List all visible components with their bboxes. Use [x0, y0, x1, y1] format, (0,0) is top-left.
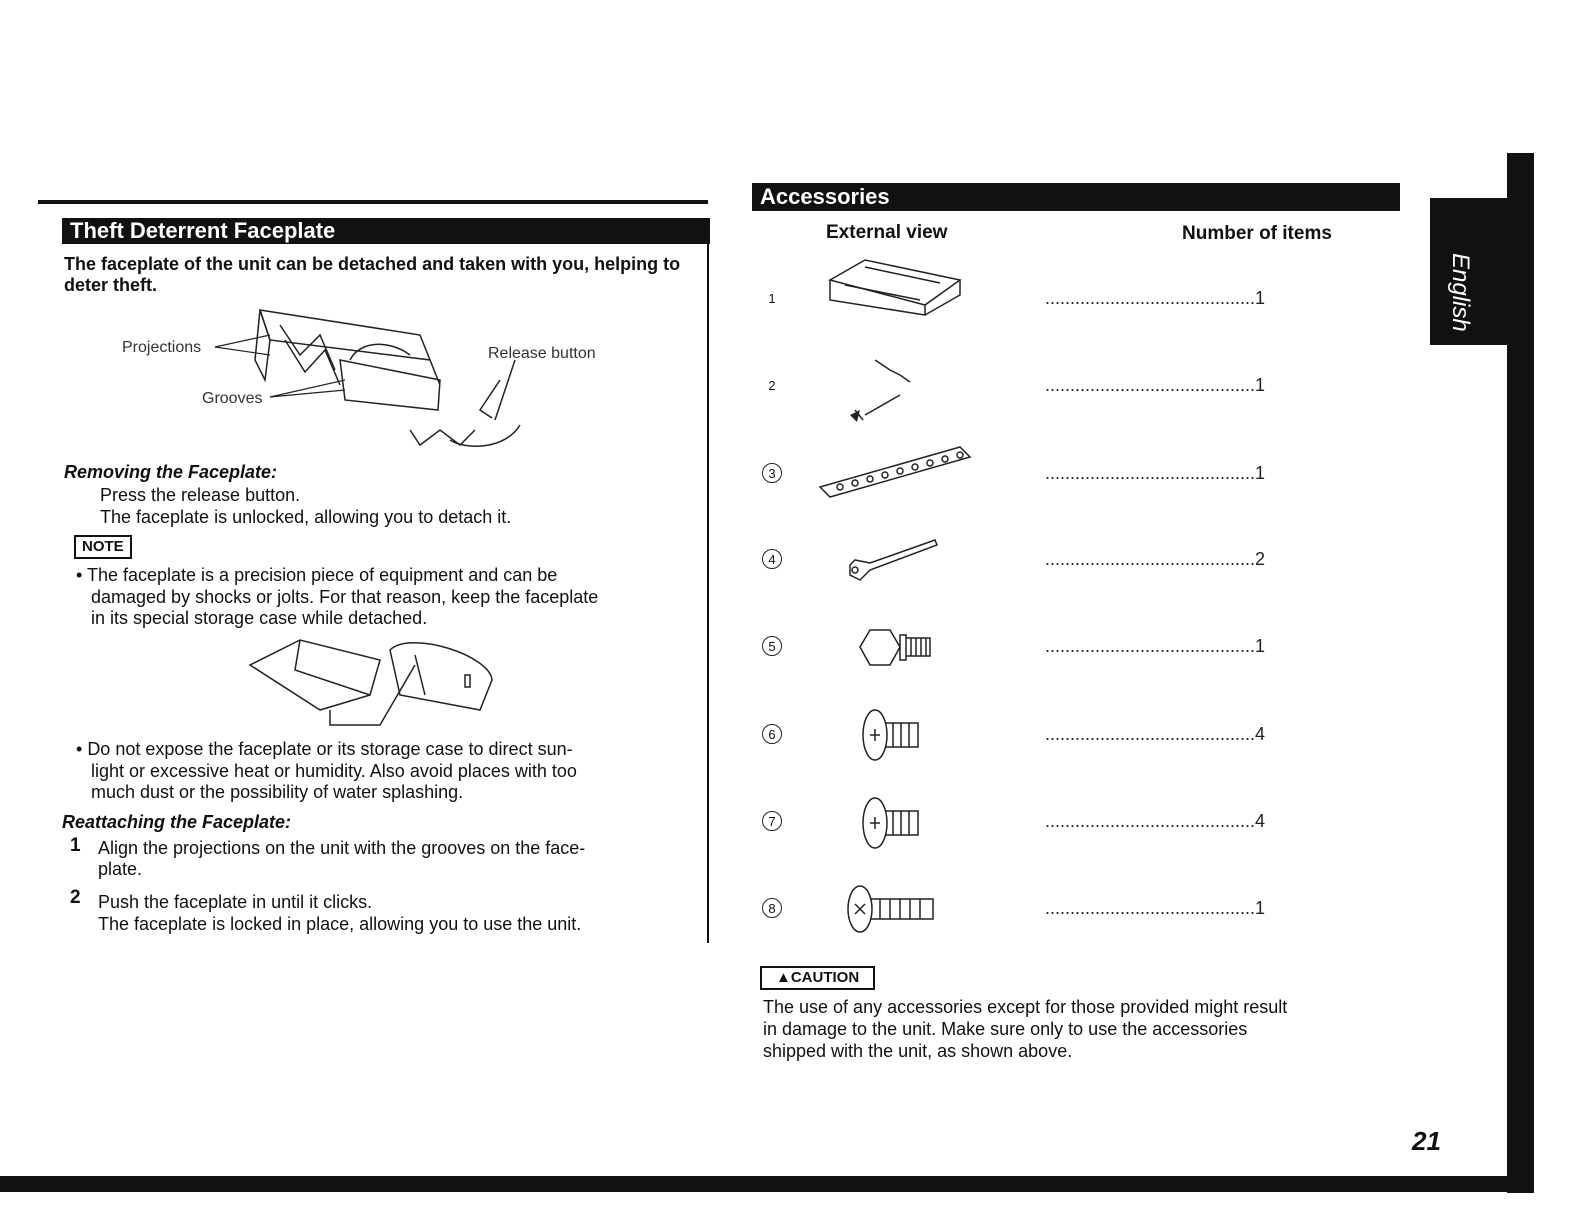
item-1-mounting-sleeve	[825, 255, 965, 320]
faceplate-diagram	[120, 300, 620, 460]
step-1-line-1: Align the projections on the unit with the grooves on the face-	[98, 838, 586, 858]
note2-line-3: much dust or the possibility of water splashing.	[91, 782, 464, 802]
removing-line-1: Press the release button.	[100, 485, 301, 505]
bullet-dot: •	[76, 739, 88, 759]
item-6-flat-screw-icon	[860, 705, 930, 770]
item-3-number: 3	[762, 463, 782, 483]
caution-line-3: shipped with the unit, as shown above.	[763, 1041, 1073, 1061]
item-8-leader	[1045, 898, 1265, 919]
leader-dots: ..........................................	[1045, 811, 1256, 831]
item-6-leader	[1045, 724, 1265, 745]
item-7-pan-screw-icon	[860, 793, 930, 858]
leader-dots: ..........................................	[1045, 549, 1256, 569]
note2-line-2: light or excessive heat or humidity. Also avoid places with too	[91, 761, 577, 781]
label-release: Release button	[488, 345, 596, 362]
item-6-number: 6	[762, 724, 782, 744]
item-6-count: 4	[1255, 724, 1266, 744]
item-4-leader	[1045, 549, 1265, 570]
reattaching-heading: Reattaching the Faceplate:	[62, 812, 292, 832]
storage-case-drawing	[240, 635, 510, 735]
note2-line-1: Do not expose the faceplate or its storage case to direct sun-	[87, 739, 573, 759]
item-2-leader	[1045, 375, 1265, 396]
note-line-3: in its special storage case while detached.	[91, 608, 428, 628]
item-4-count: 2	[1255, 549, 1266, 569]
item-3-count: 1	[1255, 463, 1266, 483]
leader-dots: ..........................................	[1045, 288, 1256, 308]
item-5-leader	[1045, 636, 1265, 657]
item-7-leader	[1045, 811, 1265, 832]
item-1-number: 1	[768, 291, 776, 306]
item-8-count: 1	[1255, 898, 1266, 918]
item-3-leader	[1045, 463, 1265, 484]
intro-text: The faceplate of the unit can be detached and taken with you, helping to deter theft.	[64, 254, 681, 295]
caution-line-1: The use of any accessories except for those provided might result	[763, 997, 1288, 1017]
item-2-wrench-icon	[845, 350, 925, 435]
section-title-theft: Theft Deterrent Faceplate	[62, 218, 710, 244]
item-1-count: 1	[1255, 288, 1266, 308]
col-number-of-items: Number of items	[1182, 223, 1332, 244]
language-tab-label: English	[1447, 253, 1474, 332]
step-1-number: 1	[70, 835, 81, 856]
caution-label: ▲CAUTION	[760, 966, 875, 990]
label-projections: Projections	[122, 339, 202, 356]
note-label: NOTE	[74, 535, 132, 559]
col-external-view: External view	[826, 222, 948, 243]
leader-dots: ..........................................	[1045, 898, 1256, 918]
item-2-count: 1	[1255, 375, 1266, 395]
leader-dots: ..........................................	[1045, 375, 1256, 395]
page-number: 21	[1412, 1126, 1441, 1156]
note-bullet-1	[76, 565, 557, 586]
storage-case-diagram	[240, 635, 510, 735]
item-8-number: 8	[762, 898, 782, 918]
item-5-number: 5	[762, 636, 782, 656]
step-1-line-2: plate.	[98, 859, 143, 879]
bottom-rule	[0, 1176, 1534, 1192]
section-title-accessories: Accessories	[752, 183, 1400, 211]
column-divider	[707, 218, 709, 943]
note-line-2: damaged by shocks or jolts. For that reason, keep the faceplate	[91, 587, 599, 607]
item-3-plate-icon	[815, 442, 975, 507]
step-2-line-1: Push the faceplate in until it clicks.	[98, 892, 373, 912]
item-4-number: 4	[762, 549, 782, 569]
item-2-number: 2	[768, 378, 776, 393]
faceplate-drawing	[120, 300, 620, 460]
item-5-count: 1	[1255, 636, 1266, 656]
item-7-number: 7	[762, 811, 782, 831]
step-2-line-2: The faceplate is locked in place, allowing you to use the unit.	[98, 914, 582, 934]
note-line-1: The faceplate is a precision piece of equipment and can be	[86, 565, 558, 585]
item-5-hex-bolt-icon	[855, 620, 935, 680]
leader-dots: ..........................................	[1045, 636, 1256, 656]
leader-dots: ..........................................	[1045, 463, 1256, 483]
leader-dots: ..........................................	[1045, 724, 1256, 744]
bullet-dot: •	[76, 565, 87, 585]
top-rule	[38, 200, 708, 204]
label-grooves: Grooves	[202, 390, 263, 407]
language-tab	[1430, 198, 1510, 345]
removing-line-2: The faceplate is unlocked, allowing you to detach it.	[100, 507, 512, 527]
right-edge-bar	[1507, 153, 1534, 1193]
note-bullet-2	[76, 739, 573, 760]
item-8-long-screw-icon	[845, 882, 945, 942]
item-7-count: 4	[1255, 811, 1266, 831]
item-1-leader	[1045, 288, 1265, 309]
caution-line-2: in damage to the unit. Make sure only to use the accessories	[763, 1019, 1248, 1039]
step-2-number: 2	[70, 887, 81, 908]
removing-heading: Removing the Faceplate:	[64, 462, 278, 482]
item-4-tool-icon	[845, 535, 945, 590]
